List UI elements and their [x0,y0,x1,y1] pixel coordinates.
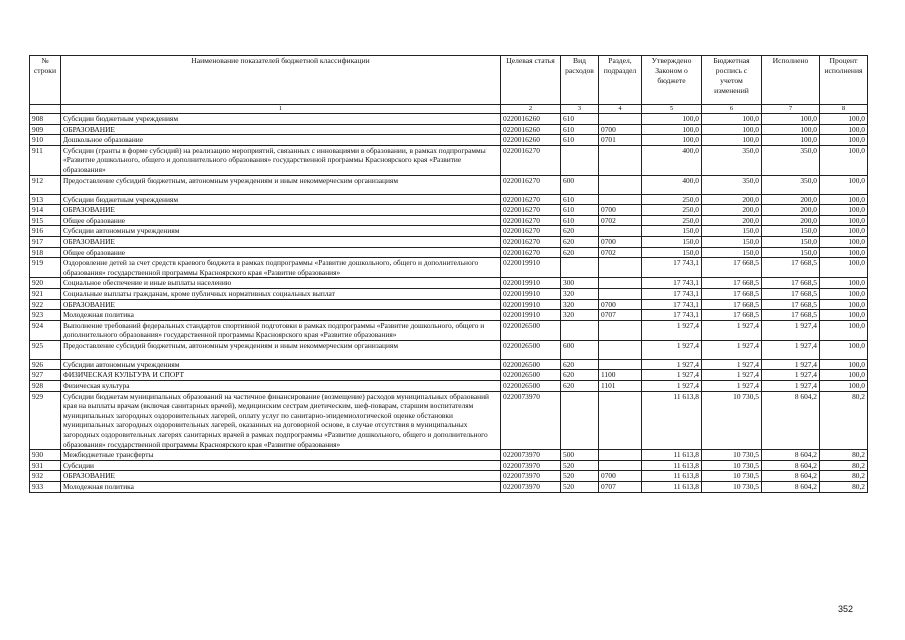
row-name: ОБРАЗОВАНИЕ [61,236,501,247]
row-executed: 100,0 [762,114,820,125]
row-target-code: 0220016270 [501,145,561,175]
row-section [599,391,642,450]
row-number: 919 [30,258,61,278]
row-section [599,258,642,278]
row-approved: 17 743,1 [642,310,702,321]
row-section: 0700 [599,124,642,135]
table-row [30,145,868,175]
row-number: 925 [30,340,61,359]
row-executed: 200,0 [762,215,820,226]
table-row [30,460,868,471]
row-section [599,145,642,175]
row-percent: 100,0 [820,258,868,278]
row-executed: 150,0 [762,226,820,237]
row-number: 920 [30,278,61,289]
row-section [599,226,642,237]
row-target-code: 0220016270 [501,175,561,194]
row-number: 922 [30,299,61,310]
row-target-code: 0220026500 [501,381,561,392]
row-budget-plan: 17 668,5 [702,288,762,299]
row-executed: 350,0 [762,175,820,194]
row-approved: 17 743,1 [642,278,702,289]
row-percent: 100,0 [820,310,868,321]
table-row [30,215,868,226]
row-executed: 8 604,2 [762,450,820,461]
row-section: 1100 [599,370,642,381]
row-expense-type: 620 [561,359,599,370]
row-percent: 100,0 [820,236,868,247]
row-percent: 100,0 [820,340,868,359]
header-col-number: 8 [820,105,868,114]
row-number: 933 [30,482,61,493]
table-row [30,114,868,125]
row-target-code: 0220016270 [501,194,561,205]
table-row [30,288,868,299]
row-executed: 17 668,5 [762,310,820,321]
row-percent: 80,2 [820,391,868,450]
row-name: ОБРАЗОВАНИЕ [61,299,501,310]
row-expense-type: 500 [561,450,599,461]
row-budget-plan: 1 927,4 [702,340,762,359]
header-row-no: № строки [30,56,61,105]
row-executed: 200,0 [762,194,820,205]
row-name: Общее образование [61,247,501,258]
row-target-code: 0220016260 [501,124,561,135]
table-row [30,391,868,450]
row-name: Социальное обеспечение и иные выплаты населению [61,278,501,289]
row-budget-plan: 1 927,4 [702,381,762,392]
row-section: 1101 [599,381,642,392]
row-budget-plan: 350,0 [702,145,762,175]
row-approved: 1 927,4 [642,320,702,340]
row-budget-plan: 100,0 [702,114,762,125]
row-number: 929 [30,391,61,450]
row-number: 918 [30,247,61,258]
table-row [30,194,868,205]
table-row [30,340,868,359]
row-target-code: 0220026500 [501,340,561,359]
row-name: Субсидии бюджетам муниципальных образований на частичное финансирование (возмещение) расходов муниципальных образований края на выплаты врачам (включая санитарных врачей), медицинским сестрам диетическим, шеф-поварам, старшим воспитателям муниципальных загородных оздоровительных лагерей, оплату услуг по санитарно-эпидемиологической оценке обстановки муниципальных загородных оздоровительных лагерей, оказанных на договорной основе, в случае отсутствия в муниципальных загородных оздоровительных лагерях санитарных врачей в рамках подпрограммы «Развитие дошкольного, общего и дополнительного образования» государственной программы Красноярского края «Развитие образования» [61,391,501,450]
row-budget-plan: 200,0 [702,194,762,205]
row-target-code: 0220016260 [501,114,561,125]
row-section: 0702 [599,247,642,258]
row-target-code: 0220019910 [501,288,561,299]
row-budget-plan: 17 668,5 [702,258,762,278]
row-approved: 17 743,1 [642,258,702,278]
row-approved: 150,0 [642,236,702,247]
row-name: ОБРАЗОВАНИЕ [61,205,501,216]
row-percent: 100,0 [820,370,868,381]
table-row [30,226,868,237]
row-expense-type: 520 [561,482,599,493]
table-row [30,370,868,381]
row-number: 911 [30,145,61,175]
row-percent: 100,0 [820,194,868,205]
row-budget-plan: 1 927,4 [702,320,762,340]
row-name: Субсидии (гранты в форме субсидий) на реализацию мероприятий, связанных с инновациями в образовании, в рамках подпрограммы «Развитие дошкольного, общего и дополнительного образования» государственной программы Красноярского края «Развитие образования» [61,145,501,175]
row-expense-type: 600 [561,340,599,359]
table-row [30,482,868,493]
row-name: Физическая культура [61,381,501,392]
row-number: 923 [30,310,61,321]
row-percent: 100,0 [820,135,868,146]
row-percent: 80,2 [820,471,868,482]
row-approved: 100,0 [642,135,702,146]
row-number: 913 [30,194,61,205]
row-budget-plan: 100,0 [702,135,762,146]
row-percent: 100,0 [820,114,868,125]
row-budget-plan: 1 927,4 [702,359,762,370]
row-executed: 200,0 [762,205,820,216]
table-row [30,359,868,370]
page-number: 352 [837,604,853,614]
row-name: Социальные выплаты гражданам, кроме публичных нормативных социальных выплат [61,288,501,299]
header-col-number: 4 [599,105,642,114]
row-approved: 11 613,8 [642,482,702,493]
row-executed: 1 927,4 [762,370,820,381]
row-number: 915 [30,215,61,226]
row-percent: 100,0 [820,226,868,237]
row-expense-type: 610 [561,194,599,205]
row-approved: 11 613,8 [642,471,702,482]
row-percent: 80,2 [820,482,868,493]
table-body [30,114,868,493]
row-budget-plan: 200,0 [702,215,762,226]
table-row [30,310,868,321]
row-budget-plan: 10 730,5 [702,450,762,461]
row-approved: 400,0 [642,175,702,194]
row-number: 912 [30,175,61,194]
row-expense-type [561,320,599,340]
table-header [30,56,868,114]
header-budget-plan: Бюджетная роспись с учетом изменений [702,56,762,105]
row-expense-type: 620 [561,226,599,237]
row-percent: 100,0 [820,145,868,175]
row-number: 932 [30,471,61,482]
row-executed: 8 604,2 [762,482,820,493]
table-row [30,450,868,461]
header-col-number: 7 [762,105,820,114]
row-executed: 1 927,4 [762,320,820,340]
row-expense-type [561,391,599,450]
row-number: 914 [30,205,61,216]
row-percent: 100,0 [820,359,868,370]
row-section [599,320,642,340]
row-executed: 17 668,5 [762,278,820,289]
row-percent: 100,0 [820,288,868,299]
table-row [30,175,868,194]
header-code: Целевая статья [501,56,561,105]
row-number: 928 [30,381,61,392]
row-budget-plan: 150,0 [702,226,762,237]
row-target-code: 0220026500 [501,359,561,370]
row-budget-plan: 17 668,5 [702,278,762,289]
row-section [599,288,642,299]
row-expense-type: 610 [561,215,599,226]
row-percent: 100,0 [820,247,868,258]
row-number: 921 [30,288,61,299]
row-budget-plan: 200,0 [702,205,762,216]
row-approved: 400,0 [642,145,702,175]
row-executed: 100,0 [762,124,820,135]
row-budget-plan: 10 730,5 [702,460,762,471]
row-name: Молодежная политика [61,310,501,321]
row-target-code: 0220016270 [501,205,561,216]
row-percent: 100,0 [820,205,868,216]
budget-table [29,55,868,493]
header-vid: Вид расходов [561,56,599,105]
row-executed: 150,0 [762,247,820,258]
row-name: Субсидии автономным учреждениям [61,226,501,237]
row-number: 908 [30,114,61,125]
row-section [599,460,642,471]
row-approved: 1 927,4 [642,370,702,381]
row-number: 924 [30,320,61,340]
row-percent: 100,0 [820,124,868,135]
row-name: Субсидии автономным учреждениям [61,359,501,370]
row-target-code: 0220073970 [501,482,561,493]
row-percent: 80,2 [820,450,868,461]
header-executed: Исполнено [762,56,820,105]
row-percent: 100,0 [820,278,868,289]
row-expense-type: 520 [561,471,599,482]
row-name: Выполнение требований федеральных стандартов спортивной подготовки в рамках подпрограммы «Развитие дошкольного, общего и дополнительного образования» государственной программы Красноярского края «Развитие образования» [61,320,501,340]
row-expense-type: 610 [561,135,599,146]
row-number: 927 [30,370,61,381]
table-row [30,258,868,278]
row-target-code: 0220016260 [501,135,561,146]
row-percent: 100,0 [820,381,868,392]
row-budget-plan: 17 668,5 [702,299,762,310]
row-executed: 8 604,2 [762,460,820,471]
row-approved: 100,0 [642,124,702,135]
row-section: 0707 [599,310,642,321]
row-section: 0700 [599,205,642,216]
row-name: Субсидии бюджетным учреждениям [61,194,501,205]
row-expense-type: 620 [561,236,599,247]
table-row [30,247,868,258]
table-row [30,320,868,340]
row-section [599,278,642,289]
table-row [30,471,868,482]
row-target-code: 0220026500 [501,370,561,381]
table-row [30,124,868,135]
row-expense-type: 320 [561,299,599,310]
row-target-code: 0220073970 [501,460,561,471]
row-executed: 1 927,4 [762,381,820,392]
row-budget-plan: 10 730,5 [702,482,762,493]
header-name: Наименование показателей бюджетной классификации [61,56,501,105]
row-percent: 100,0 [820,299,868,310]
row-expense-type: 320 [561,288,599,299]
row-executed: 1 927,4 [762,340,820,359]
row-approved: 150,0 [642,247,702,258]
row-target-code: 0220016270 [501,236,561,247]
row-target-code: 0220019910 [501,258,561,278]
row-expense-type: 300 [561,278,599,289]
row-name: ФИЗИЧЕСКАЯ КУЛЬТУРА И СПОРТ [61,370,501,381]
row-name: Оздоровление детей за счет средств краевого бюджета в рамках подпрограммы «Развитие дошкольного, общего и дополнительного образования» государственной программы Красноярского края «Развитие образования» [61,258,501,278]
row-budget-plan: 10 730,5 [702,471,762,482]
row-executed: 17 668,5 [762,258,820,278]
row-name: ОБРАЗОВАНИЕ [61,124,501,135]
row-approved: 250,0 [642,194,702,205]
row-budget-plan: 350,0 [702,175,762,194]
row-expense-type: 600 [561,175,599,194]
row-executed: 17 668,5 [762,299,820,310]
row-expense-type [561,145,599,175]
row-name: Общее образование [61,215,501,226]
row-percent: 80,2 [820,460,868,471]
row-approved: 1 927,4 [642,381,702,392]
table-row [30,236,868,247]
row-number: 916 [30,226,61,237]
row-approved: 11 613,8 [642,391,702,450]
row-name: Молодежная политика [61,482,501,493]
row-section [599,175,642,194]
row-expense-type: 320 [561,310,599,321]
row-target-code: 0220073970 [501,391,561,450]
row-executed: 1 927,4 [762,359,820,370]
row-budget-plan: 10 730,5 [702,391,762,450]
row-expense-type: 520 [561,460,599,471]
row-target-code: 0220026500 [501,320,561,340]
row-name: Межбюджетные трансферты [61,450,501,461]
header-percent: Процент исполнения [820,56,868,105]
row-percent: 100,0 [820,215,868,226]
row-name: Дошкольное образование [61,135,501,146]
row-target-code: 0220019910 [501,299,561,310]
row-expense-type: 610 [561,114,599,125]
row-target-code: 0220016270 [501,247,561,258]
row-budget-plan: 100,0 [702,124,762,135]
row-executed: 100,0 [762,135,820,146]
row-number: 917 [30,236,61,247]
header-approved: Утверждено Законом о бюджете [642,56,702,105]
row-expense-type: 620 [561,381,599,392]
row-section: 0700 [599,471,642,482]
row-section: 0702 [599,215,642,226]
row-expense-type: 620 [561,370,599,381]
row-executed: 8 604,2 [762,471,820,482]
table-row [30,381,868,392]
row-approved: 11 613,8 [642,460,702,471]
row-number: 926 [30,359,61,370]
row-number: 930 [30,450,61,461]
row-section: 0700 [599,236,642,247]
row-section: 0700 [599,299,642,310]
row-target-code: 0220019910 [501,310,561,321]
row-approved: 250,0 [642,205,702,216]
row-name: Предоставление субсидий бюджетным, автономным учреждениям и иным некоммерческим организациям [61,340,501,359]
header-razdel: Раздел, подраздел [599,56,642,105]
row-section [599,450,642,461]
row-number: 910 [30,135,61,146]
row-approved: 17 743,1 [642,288,702,299]
row-target-code: 0220016270 [501,226,561,237]
row-name: Субсидии [61,460,501,471]
row-target-code: 0220019910 [501,278,561,289]
row-approved: 1 927,4 [642,340,702,359]
row-name: Предоставление субсидий бюджетным, автономным учреждениям и иным некоммерческим организациям [61,175,501,194]
row-percent: 100,0 [820,175,868,194]
header-col-number: 6 [702,105,762,114]
header-col-blank [30,105,61,114]
row-approved: 1 927,4 [642,359,702,370]
table-row [30,135,868,146]
row-section [599,340,642,359]
row-section [599,194,642,205]
row-expense-type: 610 [561,205,599,216]
row-section: 0707 [599,482,642,493]
row-target-code: 0220016270 [501,215,561,226]
row-percent: 100,0 [820,320,868,340]
header-col-number: 2 [501,105,561,114]
row-expense-type: 610 [561,124,599,135]
row-expense-type [561,258,599,278]
row-budget-plan: 17 668,5 [702,310,762,321]
row-section [599,359,642,370]
row-target-code: 0220073970 [501,471,561,482]
row-section: 0701 [599,135,642,146]
row-executed: 350,0 [762,145,820,175]
table-row [30,299,868,310]
row-approved: 150,0 [642,226,702,237]
row-executed: 8 604,2 [762,391,820,450]
header-col-number: 5 [642,105,702,114]
row-approved: 17 743,1 [642,299,702,310]
row-target-code: 0220073970 [501,450,561,461]
row-name: ОБРАЗОВАНИЕ [61,471,501,482]
row-budget-plan: 150,0 [702,236,762,247]
row-executed: 150,0 [762,236,820,247]
row-name: Субсидии бюджетным учреждениям [61,114,501,125]
row-expense-type: 620 [561,247,599,258]
table-row [30,278,868,289]
row-approved: 100,0 [642,114,702,125]
row-budget-plan: 150,0 [702,247,762,258]
header-col-number: 1 [61,105,501,114]
row-executed: 17 668,5 [762,288,820,299]
row-approved: 11 613,8 [642,450,702,461]
row-approved: 250,0 [642,215,702,226]
table-row [30,205,868,216]
row-section [599,114,642,125]
header-col-number: 3 [561,105,599,114]
row-number: 931 [30,460,61,471]
row-budget-plan: 1 927,4 [702,370,762,381]
row-number: 909 [30,124,61,135]
